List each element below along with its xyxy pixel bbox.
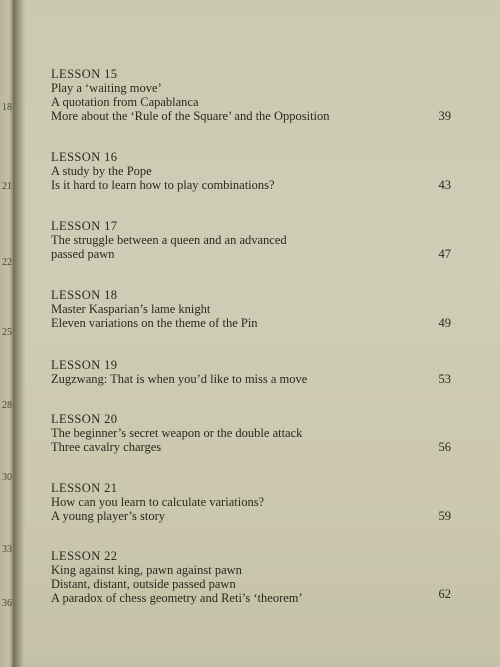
left-page-number: 18 <box>2 102 12 113</box>
lesson-title: LESSON 16 <box>51 150 118 164</box>
lesson-title: LESSON 17 <box>51 219 118 233</box>
lesson-subtitle: King against king, pawn against pawn <box>51 563 242 577</box>
lesson-title: LESSON 15 <box>51 67 118 81</box>
left-page-number: 21 <box>2 181 12 192</box>
lesson-subtitle: The beginner’s secret weapon or the double attack <box>51 426 303 440</box>
previous-page-edge <box>0 0 13 667</box>
lesson-subtitle: How can you learn to calculate variations? <box>51 495 265 509</box>
lesson-subtitle: A paradox of chess geometry and Reti’s ‘theorem’ <box>51 591 303 605</box>
lesson-subtitle: Distant, distant, outside passed pawn <box>51 577 236 591</box>
lesson-subtitle: More about the ‘Rule of the Square’ and the Opposition <box>51 109 330 123</box>
lesson-subtitle: Master Kasparian’s lame knight <box>51 302 211 316</box>
lesson-subtitle: Zugzwang: That is when you’d like to miss a move <box>51 372 308 386</box>
lesson-subtitle: passed pawn <box>51 247 115 261</box>
lesson-subtitle: Play a ‘waiting move’ <box>51 81 162 95</box>
lesson-entry-22 <box>51 549 471 605</box>
lesson-subtitle: Three cavalry charges <box>51 440 162 454</box>
lesson-page-number: 56 <box>438 440 451 454</box>
left-page-number: 28 <box>2 400 12 411</box>
lesson-entry-20 <box>51 412 471 454</box>
lesson-page-number: 53 <box>438 372 451 386</box>
lesson-entry-21 <box>51 481 471 523</box>
left-page-number: 30 <box>2 472 12 483</box>
lesson-entry-15 <box>51 67 471 123</box>
lesson-title: LESSON 18 <box>51 288 118 302</box>
lesson-title: LESSON 19 <box>51 358 118 372</box>
lesson-entry-19 <box>51 358 471 386</box>
left-page-number: 25 <box>2 327 12 338</box>
lesson-subtitle: The struggle between a queen and an advanced <box>51 233 287 247</box>
lesson-entry-17 <box>51 219 471 261</box>
lesson-title: LESSON 20 <box>51 412 118 426</box>
lesson-entry-18 <box>51 288 471 330</box>
lesson-subtitle: Eleven variations on the theme of the Pin <box>51 316 258 330</box>
lesson-page-number: 43 <box>438 178 451 192</box>
contents-page <box>25 0 500 667</box>
lesson-title: LESSON 21 <box>51 481 118 495</box>
left-page-number: 22 <box>2 257 12 268</box>
lesson-subtitle: A young player’s story <box>51 509 165 523</box>
lesson-subtitle: Is it hard to learn how to play combinations? <box>51 178 275 192</box>
left-page-number: 33 <box>2 544 12 555</box>
lesson-page-number: 49 <box>438 316 451 330</box>
book-gutter <box>13 0 25 667</box>
lesson-subtitle: A study by the Pope <box>51 164 152 178</box>
left-page-number: 36 <box>2 598 12 609</box>
lesson-title: LESSON 22 <box>51 549 118 563</box>
lesson-page-number: 39 <box>438 109 451 123</box>
lesson-page-number: 62 <box>438 587 451 601</box>
lesson-page-number: 59 <box>438 509 451 523</box>
lesson-page-number: 47 <box>438 247 451 261</box>
lesson-subtitle: A quotation from Capablanca <box>51 95 199 109</box>
lesson-entry-16 <box>51 150 471 192</box>
